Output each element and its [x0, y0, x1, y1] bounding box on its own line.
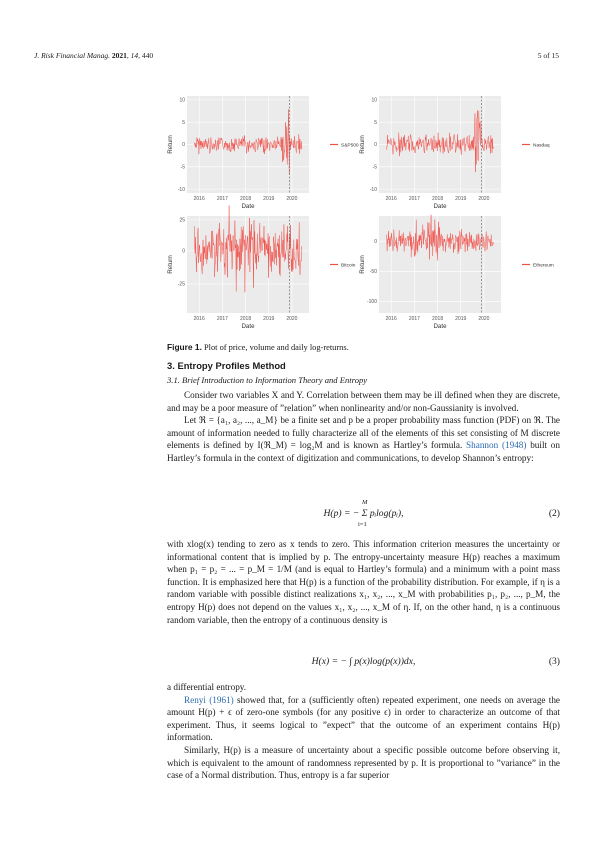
legend-label: S&P500: [341, 143, 359, 149]
legend-label: Nasdaq: [533, 143, 550, 149]
y-tick-label: 25: [179, 217, 185, 224]
x-tick-label: 2018: [431, 316, 444, 322]
y-tick-label: 5: [182, 119, 185, 126]
body-text-block-3: [167, 681, 560, 782]
y-tick-label: 0: [374, 238, 377, 245]
paragraph-hartley-text-2: built on Hartley’s formula in the context of digitization and communications, to develop Shannon’s entropy:: [167, 440, 560, 463]
article-number: 440: [141, 51, 154, 60]
legend-label: Bitcoin: [341, 263, 356, 269]
x-tick-label: 2020: [286, 196, 298, 202]
paragraph-correlation: Consider two variables X and Y. Correlation between them may be ill defined when they are discrete, and may be a poor measure of ”relation” when nonlinearity and/or non-Gaussianity is involved.: [167, 390, 560, 413]
y-axis-label: Return: [167, 135, 174, 154]
running-header: J. Risk Financial Manag. 2021, 14, 440: [34, 51, 154, 60]
paragraph-hartley-text: Let ℜ = {a₁, a₂, ..., a_M} be a finite set and p be a proper probability mass function (PDF) on ℜ. The amount of information needed to fully characterize all of the elements of this set consisting of M discrete elements is defined by I(ℜ_M) = log₂M and is known as Hartley’s formula.: [167, 415, 560, 451]
journal-name: J. Risk Financial Manag.: [34, 51, 111, 60]
y-tick-label: 10: [179, 97, 185, 104]
y-tick-label: 0: [182, 142, 185, 149]
x-tick-label: 2016: [193, 316, 205, 322]
equation-2-lower-limit: i=1: [358, 521, 367, 528]
x-tick-label: 2016: [193, 196, 205, 202]
body-text-block-1: [167, 389, 560, 465]
citation-shannon[interactable]: Shannon: [466, 440, 499, 451]
x-axis-label: Date: [433, 323, 447, 330]
return-panel-3: [167, 206, 356, 330]
section-heading: [167, 360, 286, 371]
paragraph-entropy-properties: with xlog(x) tending to zero as x tends to zero. This information criterion measures the uncertainty or informational content that is implied by p. The entropy-uncertainty measure H(p) reaches a maximum when p₁ = p₂ = ... = p_M = 1/M (and is equal to Hartley’s formula) and a minimum with a point mass function. It is emphasized here that H(p) is a function of the probability distribution. For example, if η is a random variable with possible distinct realizations x₁, x₂, ..., x_M with probabilities p₁, p₂, ..., p_M, the entropy H(p) does not depend on the values x₁, x₂, ..., x_M of η. If, on the other hand, η is a continuous random variable, then the entropy of a continuous density is: [167, 539, 560, 625]
x-tick-label: 2020: [478, 316, 490, 322]
legend-label: Ethereum: [533, 263, 554, 269]
x-tick-label: 2018: [239, 196, 252, 202]
y-axis-label: Return: [167, 255, 174, 274]
x-tick-label: 2017: [216, 196, 228, 202]
y-tick-label: -100: [366, 299, 377, 306]
equation-3-expression: H(x) = − ∫ p(x)log(p(x))dx,: [311, 656, 416, 667]
figure-caption-text: Plot of price, volume and daily log-returns.: [201, 343, 349, 352]
x-tick-label: 2019: [263, 196, 275, 202]
body-text-block-2: [167, 538, 560, 626]
equation-3-number: (3): [548, 656, 560, 667]
paragraph-hartley: [167, 414, 560, 464]
paragraph-uncertainty: Similarly, H(p) is a measure of uncertainty about a specific possible outcome before observing it, which is equivalent to the amount of randomness represented by p. It is proportional to ”variance” in the case of a Normal distribution. Thus, entropy is a far superior: [167, 744, 560, 781]
figure-caption: [167, 342, 349, 352]
x-tick-label: 2019: [455, 196, 467, 202]
journal-volume: 14: [130, 51, 139, 60]
figure-1: [165, 88, 565, 343]
return-panel-4: [359, 215, 554, 330]
subsection-title: Brief Introduction to Information Theory and Entropy: [182, 375, 368, 385]
y-tick-label: 5: [374, 119, 377, 126]
return-panel-1: [167, 96, 359, 210]
page-number: 5 of 15: [537, 51, 559, 60]
x-axis-label: Date: [241, 323, 255, 330]
x-tick-label: 2016: [385, 316, 397, 322]
x-axis-label: Date: [433, 203, 447, 210]
equation-3: [167, 648, 560, 678]
subsection-heading: [167, 375, 367, 385]
x-tick-label: 2017: [408, 196, 420, 202]
x-tick-label: 2019: [263, 316, 275, 322]
return-panel-2: [359, 96, 550, 210]
equation-2-expression: H(p) = − Σ pᵢlog(pᵢ),: [323, 508, 404, 519]
section-number: 3.: [167, 360, 175, 371]
y-tick-label: -50: [369, 268, 377, 275]
citation-shannon-year[interactable]: (1948): [501, 440, 527, 451]
section-title: Entropy Profiles Method: [177, 360, 286, 371]
y-tick-label: 0: [374, 142, 377, 149]
x-tick-label: 2018: [431, 196, 444, 202]
citation-renyi[interactable]: Renyi: [184, 694, 206, 705]
y-tick-label: -25: [177, 281, 185, 288]
y-axis-label: Return: [359, 255, 366, 274]
y-tick-label: -10: [177, 186, 185, 193]
x-tick-label: 2017: [408, 316, 420, 322]
y-axis-label: Return: [359, 135, 366, 154]
paragraph-differential: a differential entropy.: [167, 682, 247, 692]
x-axis-label: Date: [241, 203, 255, 210]
x-tick-label: 2017: [216, 316, 228, 322]
equation-2: [167, 500, 560, 530]
equation-2-upper-limit: M: [362, 499, 368, 506]
x-tick-label: 2018: [239, 316, 252, 322]
x-tick-label: 2016: [385, 196, 397, 202]
y-tick-label: 10: [371, 97, 377, 104]
x-tick-label: 2020: [286, 316, 298, 322]
citation-renyi-year[interactable]: (1961): [209, 694, 234, 705]
y-tick-label: -5: [180, 164, 185, 171]
equation-2-number: (2): [548, 508, 560, 519]
subsection-number: 3.1.: [167, 375, 180, 385]
x-tick-label: 2019: [455, 316, 467, 322]
paragraph-renyi: [167, 694, 560, 744]
journal-year: 2021: [111, 51, 127, 60]
panel-background: [379, 216, 501, 313]
y-tick-label: -5: [372, 164, 377, 171]
x-tick-label: 2020: [478, 196, 490, 202]
y-tick-label: 0: [182, 248, 185, 255]
paragraph-renyi-text: showed that, for a (sufficiently often) repeated experiment, one needs on average the amount H(p) + ϵ of zero-one symbols (for any positive ϵ) in order to characterize an outcome of that experiment. Thus, it seems logical to ”expect” that the outcome of an experiment contains H(p) information.: [167, 694, 561, 743]
figure-caption-label: Figure 1.: [167, 342, 202, 352]
y-tick-label: -10: [369, 186, 377, 193]
